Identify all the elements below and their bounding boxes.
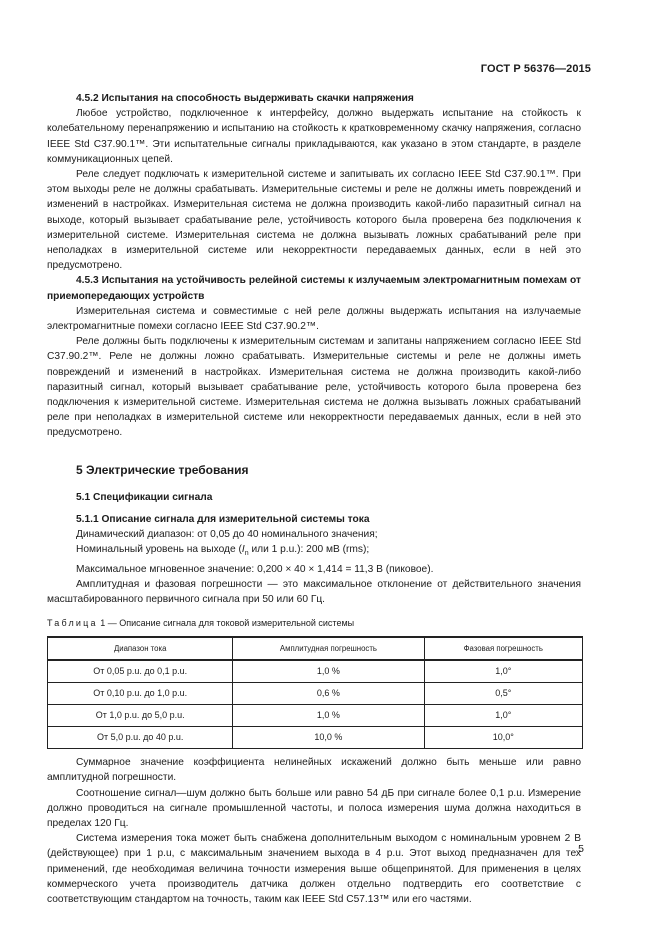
table-cell: 1,0 % <box>233 660 424 683</box>
page-number: 5 <box>578 843 584 855</box>
paragraph: Измерительная система и совместимые с ней реле должны выдержать испытания на излучаемые электромагнитные помехи согласно IEEE Std C37.90.2™. <box>47 305 581 333</box>
max-value-line: Максимальное мгновенное значение: 0,200 × 40 × 1,414 = 11,3 В (пиковое). <box>76 563 434 575</box>
table-cell: От 5,0 p.u. до 40 p.u. <box>48 727 233 749</box>
paragraph: Соотношение сигнал—шум должно быть больше или равно 54 дБ при сигнале более 0,1 p.u. Измерение должно проводиться на сигнале промышленной частоты, и полоса измерения шума должна находиться в пределах 120 Гц. <box>47 787 581 829</box>
signal-table <box>47 636 583 749</box>
section-5-1-title: 5.1 Спецификации сигнала <box>76 491 213 503</box>
table-cell: 1,0° <box>424 705 583 727</box>
table-cell: 1,0° <box>424 660 583 683</box>
paragraph: Реле должны быть подключены к измерительным системам и запитаны напряжением согласно IEEE Std C37.90.2™. Реле не должны ложно срабатывать. Измерительные системы и реле не должны иметь повреждений и изменений в настройках. Измерительная система не должна производить какой-либо паразитный сигнал, который вызывает срабатывание реле, устойчивость которого была проверена без подключения к измерительной системе. Измерительная система не должна вызывать ложных срабатываний реле при неполадках в измерительной системе или некорректности передаваемых данных, если в ней это предусмотрено. <box>47 336 581 439</box>
paragraph: Система измерения тока может быть снабжена дополнительным выходом с номинальным уровнем 2 В (действующее) при 1 p.u, с максимальным значением выхода в 4 p.u. Этот выход предназначен для тех применений, где необходимая величина точности измерения выше общепринятой. Для применения в целях коммерческого учета производитель датчика должен отдельно подтвердить его соответствие с соответствующим стандартом на точность, таким как IEEE Std C57.13™ или его частями. <box>47 833 581 905</box>
section-4-5-3-title: 4.5.3 Испытания на устойчивость релейной системы к излучаемым электромагнитным помехам от приемопередающих устройств <box>47 275 581 302</box>
table-row <box>48 683 583 705</box>
nominal-level-line: Номинальный уровень на выходе ($I_n$ или 1 p.u.): 200 мВ (rms); <box>76 544 370 558</box>
table-header: Диапазон тока <box>48 637 233 660</box>
paragraph: Суммарное значение коэффициента нелинейных искажений должно быть меньше или равно амплитудной погрешности. <box>47 757 581 784</box>
table-header: Фазовая погрешность <box>424 637 583 660</box>
document-code: ГОСТ Р 56376—2015 <box>480 63 591 75</box>
table-caption: Таблица 1 — Описание сигнала для токовой измерительной системы <box>47 618 355 629</box>
paragraph: Амплитудная и фазовая погрешности — это максимальное отклонение от действительного значения масштабированного первичного сигнала при 50 или 60 Гц. <box>47 578 581 605</box>
table-cell: 0,5° <box>424 683 583 705</box>
table-cell: 1,0 % <box>233 705 424 727</box>
table-cell: 10,0 % <box>233 727 424 749</box>
table-row <box>48 660 583 683</box>
section-5-title: 5 Электрические требования <box>76 462 249 477</box>
table-row <box>48 705 583 727</box>
page-content <box>47 91 581 907</box>
table-cell: 10,0° <box>424 727 583 749</box>
table-cell: 0,6 % <box>233 683 424 705</box>
section-4-5-2-title: 4.5.2 Испытания на способность выдерживать скачки напряжения <box>76 93 414 104</box>
paragraph: Любое устройство, подключенное к интерфейсу, должно выдержать испытание на стойкость к колебательному перенапряжению и испытанию на стойкость к кратковременному скачку напряжения, согласно IEEE Std C37.90.1™. Эти испытательные сигналы прикладываются, как указано в этом стандарте, в разделе коммуникационных цепей. <box>47 108 581 165</box>
section-5-1-1-title: 5.1.1 Описание сигнала для измерительной системы тока <box>76 513 370 525</box>
table-header-row <box>48 637 583 660</box>
table-row <box>48 727 583 749</box>
table-cell: От 0,10 p.u. до 1,0 p.u. <box>48 683 233 705</box>
table-header: Амплитудная погрешность <box>233 637 424 660</box>
dynamic-range-line: Динамический диапазон: от 0,05 до 40 номинального значения; <box>76 529 378 541</box>
table-cell: От 1,0 p.u. до 5,0 p.u. <box>48 705 233 727</box>
paragraph: Реле следует подключать к измерительной системе и запитывать их согласно IEEE Std C37.90.1™. При этом выходы реле не должны срабатывать. Измерительные системы и реле не должны иметь повреждений и изменений в настройках. Измерительная система не должна производить какой-либо паразитный сигнал на выходе, который вызывает срабатывание реле, устойчивость которого была проверена без подключения к измерительной системе. Измерительная система не должна вызывать ложных срабатываний реле при неполадках в измерительной системе или некорректности передаваемых данных, если в ней это предусмотрено. <box>47 169 581 272</box>
table-cell: От 0,05 p.u. до 0,1 p.u. <box>48 660 233 683</box>
